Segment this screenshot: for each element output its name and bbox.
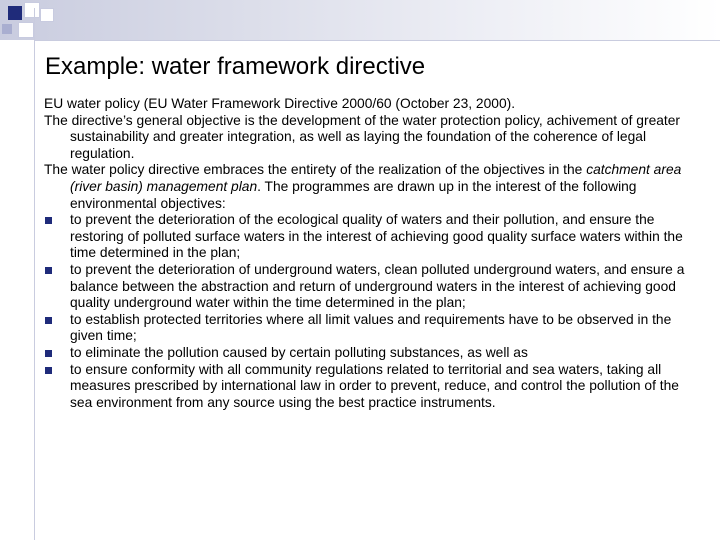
square-bullet-icon (45, 217, 52, 224)
paragraph-text: . The programmes are drawn up in the interest of the following environmental objectives: (70, 178, 637, 211)
list-item (44, 362, 704, 412)
italic-term: catchment area (river basin) management plan (70, 162, 682, 194)
list-item (44, 345, 704, 362)
slide-title: Example: water framework directive (45, 53, 426, 80)
header-band (0, 0, 720, 40)
slide-body (44, 96, 704, 411)
decorative-square (24, 2, 40, 18)
list-item-text: to ensure conformity with all community regulations related to territorial and sea waters, taking all measures prescribed by international law in order to prevent, reduce, and control the pollution of the sea environment from any source using the best practice instruments. (70, 361, 679, 410)
square-bullet-icon (45, 267, 52, 274)
list-item-text: to eliminate the pollution caused by certain polluting substances, as well as (70, 344, 528, 360)
list-item (44, 262, 704, 312)
decorative-square (8, 6, 22, 20)
decorative-square (2, 24, 12, 34)
horizontal-rule (34, 40, 720, 41)
list-item-text: to prevent the deterioration of the ecological quality of waters and their pollution, and ensure the restoring of polluted surface waters in the interest of achieving good quality surface waters within the time determined in the plan; (70, 212, 683, 261)
decorative-square (40, 8, 54, 22)
vertical-rule (34, 8, 35, 540)
square-bullet-icon (45, 367, 52, 374)
list-item (44, 312, 704, 345)
decorative-square (18, 22, 34, 38)
square-bullet-icon (45, 317, 52, 324)
paragraph (44, 162, 704, 212)
list-item-text: to establish protected territories where all limit values and requirements have to be observed in the given time; (70, 311, 672, 344)
list-item-text: to prevent the deterioration of underground waters, clean polluted underground waters, and ensure a balance between the abstraction and return of underground waters in the interest of achieving good quality underground water within the time determined in the plan; (70, 261, 685, 311)
paragraph-text: The water policy directive embraces the entirety of the realization of the objectives in the (44, 162, 587, 178)
paragraph: The directive’s general objective is the development of the water protection policy, achivement of greater sustainability and greater integration, as well as laying the foundation of the coherence of legal regulation. (44, 112, 681, 161)
paragraph: EU water policy (EU Water Framework Directive 2000/60 (October 23, 2000). (44, 96, 516, 111)
list-item (44, 212, 704, 262)
square-bullet-icon (45, 350, 52, 357)
objectives-list (44, 212, 704, 411)
